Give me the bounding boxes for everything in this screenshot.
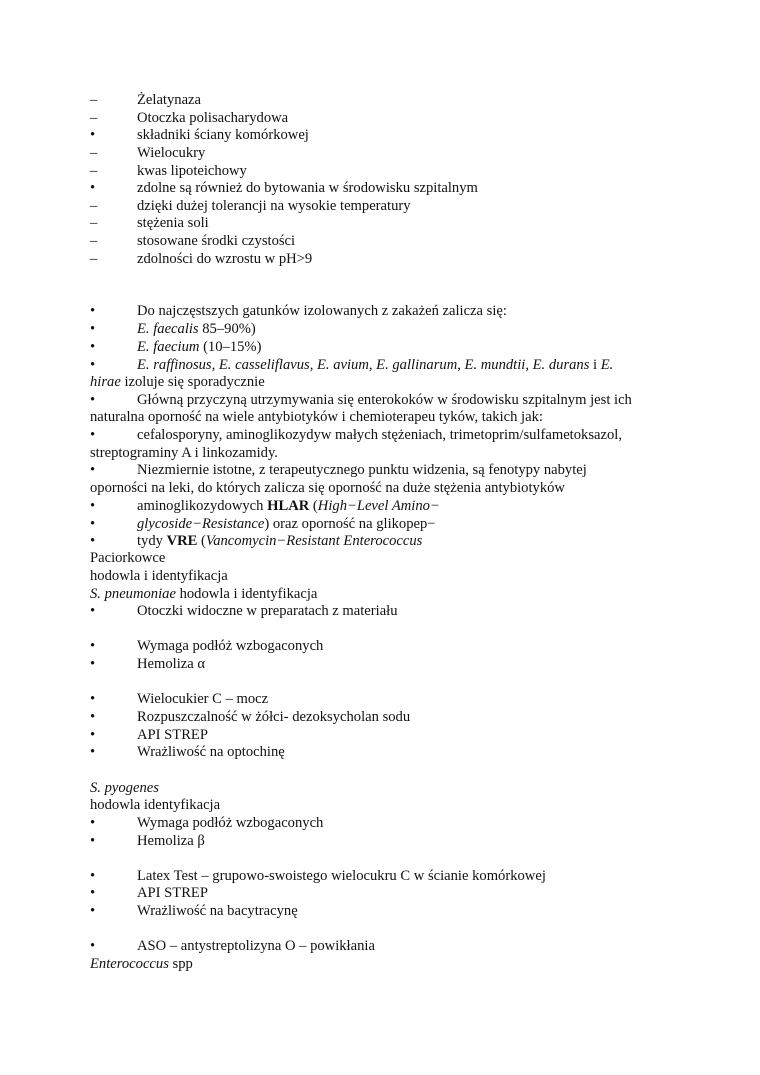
list-item	[90, 832, 690, 850]
list-item-text: stosowane środki czystości	[137, 233, 296, 249]
list-item	[90, 391, 690, 409]
bullet-marker: •	[90, 462, 96, 478]
species-heading	[90, 779, 159, 797]
list-item	[90, 162, 690, 180]
list-item-text: Latex Test – grupowo-swoistego wielocukru C w ścianie komórkowej	[137, 868, 546, 884]
dash-marker: –	[90, 215, 98, 231]
list-item-text: Rozpuszczalność w żółci- dezoksycholan sodu	[137, 709, 411, 725]
list-item	[90, 214, 690, 232]
list-item	[90, 250, 690, 268]
list-item	[90, 356, 690, 374]
list-item	[90, 602, 690, 620]
list-item	[90, 426, 690, 444]
list-item	[90, 515, 690, 533]
bullet-marker: •	[90, 744, 96, 760]
list-item	[90, 126, 690, 144]
list-item-text: Hemoliza α	[137, 656, 206, 672]
continuation-line	[90, 373, 265, 391]
conjunction: i	[589, 357, 601, 373]
list-item	[90, 867, 690, 885]
bullet-marker: •	[90, 938, 96, 954]
bullet-marker: •	[90, 691, 96, 707]
list-item-text: Do najczęstszych gatunków izolowanych z zakażeń zalicza się:	[137, 303, 507, 319]
bullet-marker: •	[90, 516, 96, 532]
bullet-marker: •	[90, 903, 96, 919]
list-item	[90, 320, 690, 338]
bullet-marker: •	[90, 638, 96, 654]
list-item	[90, 655, 690, 673]
list-item-text	[137, 320, 256, 338]
species-name: E. faecium	[137, 339, 200, 355]
list-item	[90, 743, 690, 761]
bullet-marker: •	[90, 727, 96, 743]
species-percent: (10–15%)	[199, 339, 262, 355]
bullet-marker: •	[90, 885, 96, 901]
list-item-text: zdolne są również do bytowania w środowisku szpitalnym	[137, 180, 478, 196]
text: aminoglikozydowych	[137, 498, 268, 514]
italic-term: glycoside−Resistance	[137, 516, 265, 532]
species-percent: 85–90%)	[198, 321, 256, 337]
bullet-marker: •	[90, 498, 96, 514]
bullet-marker: •	[90, 357, 96, 373]
section-subheading: hodowla i identyfikacja	[90, 568, 228, 584]
species-heading	[90, 585, 317, 603]
list-item	[90, 144, 690, 162]
dash-marker: –	[90, 163, 98, 179]
list-item	[90, 461, 690, 479]
list-item	[90, 637, 690, 655]
list-item	[90, 690, 690, 708]
bullet-marker: •	[90, 533, 96, 549]
list-item-text: Żelatynaza	[137, 92, 202, 108]
italic-term: Vancomycin−Resistant Enterococcus	[205, 533, 423, 549]
list-item-text: zdolności do wzrostu w pH>9	[137, 251, 313, 267]
list-item-text: Główną przyczyną utrzymywania się enterokoków w środowisku szpitalnym jest ich	[137, 392, 632, 408]
text: ) oraz oporność na glikopep−	[264, 516, 436, 532]
list-item-text: Hemoliza β	[137, 833, 205, 849]
bullet-marker: •	[90, 815, 96, 831]
text: (	[197, 533, 206, 549]
bullet-marker: •	[90, 603, 96, 619]
bullet-marker: •	[90, 392, 96, 408]
section-heading: Paciorkowce	[90, 550, 166, 566]
dash-marker: –	[90, 110, 98, 126]
list-item-text: Wielocukier C – mocz	[137, 691, 269, 707]
bullet-marker: •	[90, 709, 96, 725]
list-item-text: stężenia soli	[137, 215, 209, 231]
bullet-marker: •	[90, 868, 96, 884]
list-item-text: Wrażliwość na bacytracynę	[137, 903, 298, 919]
acronym: VRE	[166, 533, 198, 549]
list-item-text	[137, 356, 613, 374]
text: hodowla i identyfikacja	[175, 586, 318, 602]
list-item	[90, 814, 690, 832]
dash-marker: –	[90, 145, 98, 161]
list-item-text: Wielocukry	[137, 145, 206, 161]
bullet-marker: •	[90, 127, 96, 143]
list-item-text: API STREP	[137, 885, 208, 901]
list-item-text: Otoczki widoczne w preparatach z materiału	[137, 603, 398, 619]
list-item	[90, 726, 690, 744]
bullet-marker: •	[90, 427, 96, 443]
dash-marker: –	[90, 92, 98, 108]
list-item	[90, 232, 690, 250]
continuation-line: oporności na leki, do których zalicza się oporność na duże stężenia antybiotyków	[90, 480, 565, 496]
species-name: E. faecalis	[137, 321, 199, 337]
text: tydy	[137, 533, 167, 549]
list-item-text: Wymaga podłóż wzbogaconych	[137, 815, 324, 831]
species-list: E. raffinosus, E. casseliflavus, E. avium, E. gallinarum, E. mundtii, E. durans	[137, 357, 590, 373]
dash-marker: –	[90, 233, 98, 249]
list-item-text	[137, 515, 436, 533]
continuation-line: naturalna oporność na wiele antybiotyków i chemioterapeu tyków, takich jak:	[90, 409, 543, 425]
list-item-text	[137, 497, 440, 515]
list-item-text: API STREP	[137, 727, 208, 743]
italic-term: High−Level Amino−	[317, 498, 440, 514]
list-item-text: dzięki dużej tolerancji na wysokie temperatury	[137, 198, 411, 214]
text: izoluje się sporadycznie	[120, 374, 265, 390]
bullet-marker: •	[90, 833, 96, 849]
list-item	[90, 497, 690, 515]
species-name: S. pyogenes	[90, 780, 159, 796]
list-item-text: kwas lipoteichowy	[137, 163, 247, 179]
list-item	[90, 179, 690, 197]
bullet-marker: •	[90, 180, 96, 196]
list-item	[90, 884, 690, 902]
list-item	[90, 532, 690, 550]
bullet-marker: •	[90, 656, 96, 672]
species-name: E.	[600, 357, 614, 373]
list-item-text: Wymaga podłóż wzbogaconych	[137, 638, 324, 654]
bullet-marker: •	[90, 339, 96, 355]
text: spp	[168, 956, 193, 972]
acronym: HLAR	[267, 498, 310, 514]
species-name: hirae	[90, 374, 121, 390]
list-item-text: cefalosporyny, aminoglikozydyw małych stężeniach, trimetoprim/sulfametoksazol,	[137, 427, 622, 443]
species-name: S. pneumoniae	[90, 586, 176, 602]
list-item	[90, 902, 690, 920]
list-item-text: składniki ściany komórkowej	[137, 127, 309, 143]
list-item-text: Niezmiernie istotne, z terapeutycznego punktu widzenia, są fenotypy nabytej	[137, 462, 587, 478]
list-item	[90, 91, 690, 109]
section-subheading: hodowla identyfikacja	[90, 797, 221, 813]
list-item	[90, 109, 690, 127]
continuation-line: streptograminy A i linkozamidy.	[90, 445, 278, 461]
genus-name: Enterococcus	[90, 956, 169, 972]
bullet-marker: •	[90, 303, 96, 319]
dash-marker: –	[90, 198, 98, 214]
text: (	[309, 498, 318, 514]
list-item	[90, 708, 690, 726]
list-item-text	[137, 338, 261, 356]
list-item-text: Wrażliwość na optochinę	[137, 744, 285, 760]
list-item-text: Otoczka polisacharydowa	[137, 110, 289, 126]
list-item-text: ASO – antystreptolizyna O – powikłania	[137, 938, 375, 954]
list-item-text	[137, 532, 422, 550]
bullet-marker: •	[90, 321, 96, 337]
list-item	[90, 338, 690, 356]
dash-marker: –	[90, 251, 98, 267]
species-heading	[90, 955, 193, 973]
list-item	[90, 937, 690, 955]
list-item	[90, 197, 690, 215]
list-item	[90, 302, 690, 320]
